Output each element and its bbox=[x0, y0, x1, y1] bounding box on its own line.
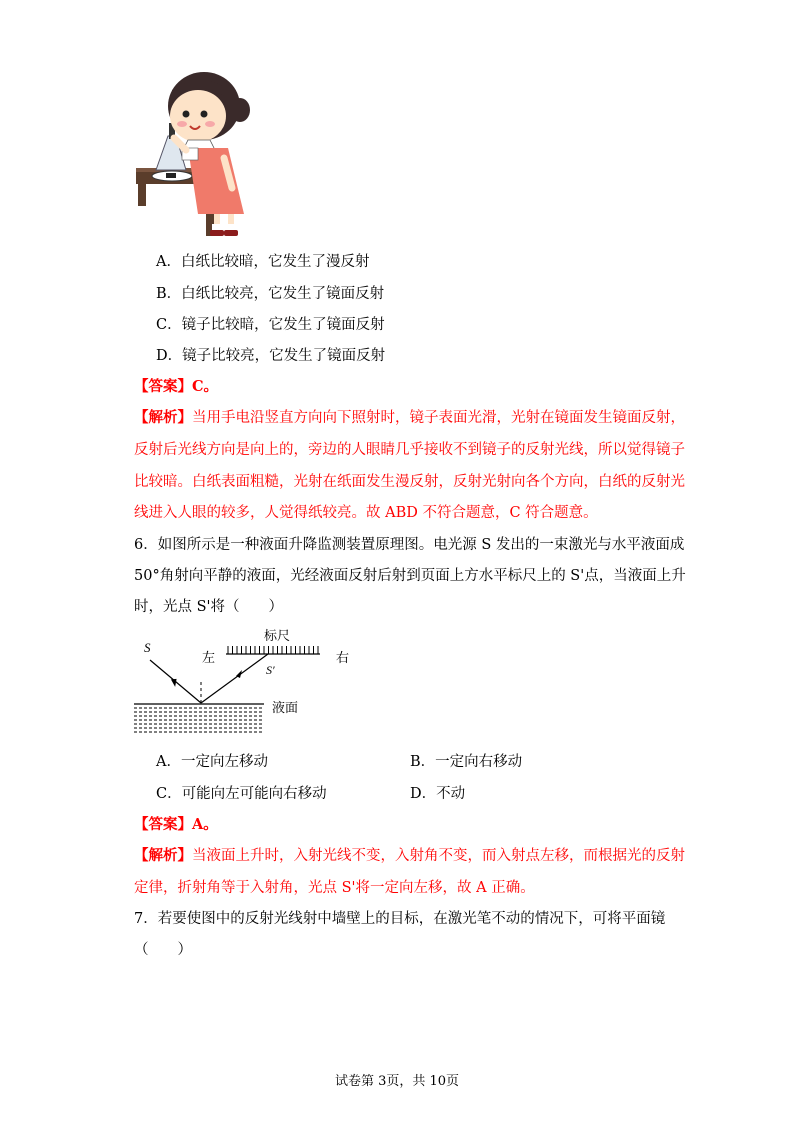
q5-option-d: D．镜子比较亮，它发生了镜面反射 bbox=[156, 348, 386, 364]
spot-label: S′ bbox=[266, 663, 275, 677]
left-label: 左 bbox=[202, 651, 216, 666]
q6-analysis-line-1 bbox=[134, 846, 685, 866]
q5-analysis-line-2: 反射后光线方向是向上的，旁边的人眼睛几乎接收不到镜子的反射光线，所以觉得镜子 bbox=[134, 442, 685, 458]
q5-analysis-line-3: 比较暗。白纸表面粗糙，光射在纸面发生漫反射，反射光射向各个方向，白纸的反射光 bbox=[134, 474, 685, 490]
q5-option-a: A．白纸比较暗，它发生了漫反射 bbox=[156, 254, 370, 270]
q6-analysis-line-2: 定律，折射角等于入射角，光点 S'将一定向左移，故 A 正确。 bbox=[134, 880, 535, 896]
q6-stem-line-1: 6．如图所示是一种液面升降监测装置原理图。电光源 S 发出的一束激光与水平液面成 bbox=[134, 537, 685, 553]
q5-option-c: C．镜子比较暗，它发生了镜面反射 bbox=[156, 317, 385, 333]
q5-answer bbox=[134, 377, 218, 397]
q6-stem-line-3: 时，光点 S'将（ ） bbox=[134, 599, 284, 615]
q5-analysis-line-4: 线进入人眼的较多，人觉得纸较亮。故 ABD 不符合题意，C 符合题意。 bbox=[134, 505, 598, 521]
q6-analysis-text-1: 当液面上升时，入射光线不变，入射角不变，而入射点左移，而根据光的反射 bbox=[192, 848, 685, 864]
q6-answer-value: A。 bbox=[192, 816, 218, 833]
q5-answer-value: C。 bbox=[192, 378, 219, 395]
q6-option-c: C．可能向左可能向右移动 bbox=[156, 786, 327, 802]
q6-option-d: D．不动 bbox=[410, 786, 466, 802]
q7-stem-line-1: 7．若要使图中的反射光线射中墙壁上的目标，在激光笔不动的情况下，可将平面镜 bbox=[134, 911, 666, 927]
page-footer: 试卷第 3页，共 10页 bbox=[334, 1074, 460, 1089]
q6-stem-line-2: 50°角射向平静的液面，光经液面反射后射到页面上方水平标尺上的 S'点，当液面上升 bbox=[134, 568, 686, 584]
q6-answer bbox=[134, 815, 218, 835]
q7-stem-line-2: （ ） bbox=[134, 942, 192, 958]
q5-analysis-line-1 bbox=[134, 408, 685, 428]
right-label: 右 bbox=[336, 651, 350, 666]
q6-answer-label: 【答案】 bbox=[134, 816, 192, 833]
liquid-label: 液面 bbox=[272, 701, 299, 716]
q5-option-b: B．白纸比较亮，它发生了镜面反射 bbox=[156, 286, 385, 302]
ruler-ticks bbox=[228, 646, 318, 654]
q6-option-b: B．一定向右移动 bbox=[410, 754, 523, 770]
q5-analysis-text-1: 当用手电沿竖直方向向下照射时，镜子表面光滑，光射在镜面发生镜面反射， bbox=[192, 410, 685, 426]
source-label: S bbox=[144, 640, 151, 655]
q6-option-a: A．一定向左移动 bbox=[156, 754, 268, 770]
liquid-level-diagram bbox=[130, 624, 360, 744]
q6-analysis-label: 【解析】 bbox=[134, 847, 192, 864]
q5-answer-label: 【答案】 bbox=[134, 378, 192, 395]
girl-flashlight-illustration bbox=[132, 68, 260, 238]
q5-analysis-label: 【解析】 bbox=[134, 409, 192, 426]
liquid-surface bbox=[134, 704, 264, 732]
ruler-label: 标尺 bbox=[264, 629, 291, 644]
